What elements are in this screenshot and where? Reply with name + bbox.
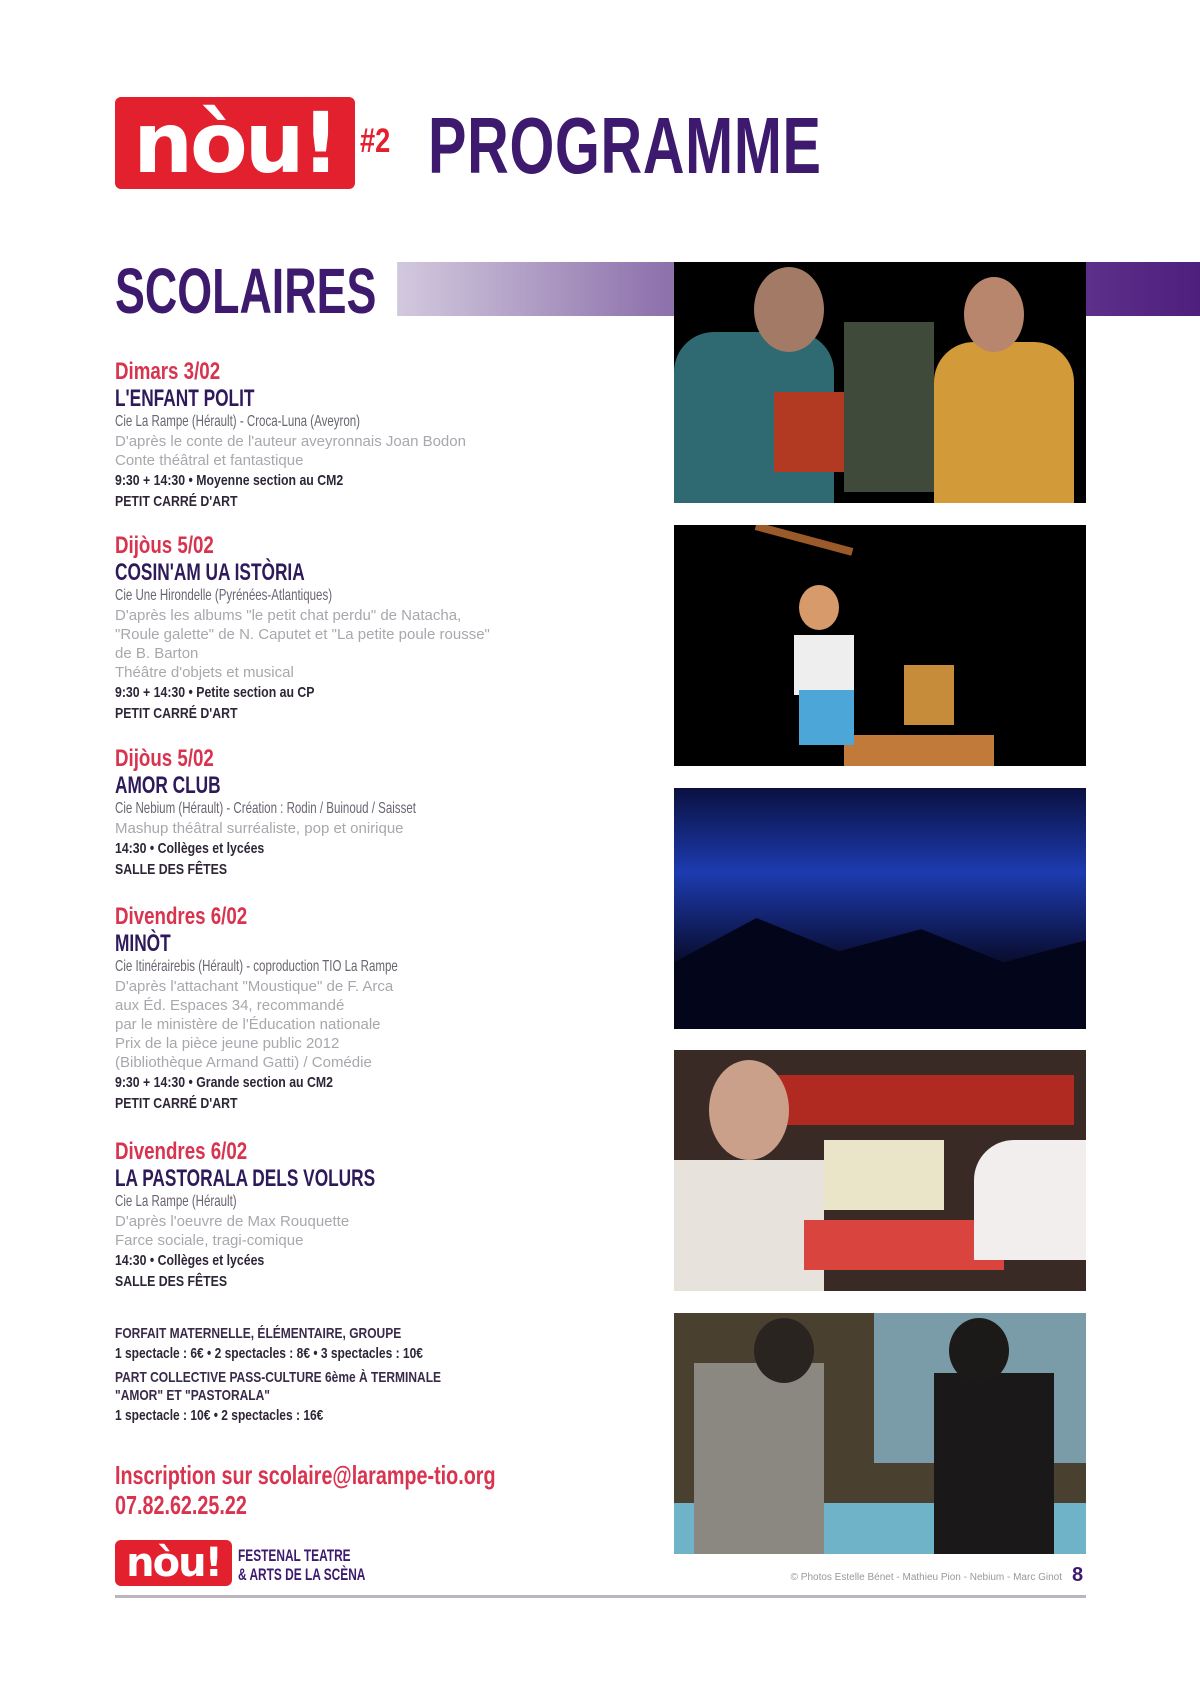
festival-line: & ARTS DE LA SCÈNA [238,1565,366,1584]
photo-minot [674,1050,1086,1291]
event-venue: PETIT CARRÉ D'ART [115,705,238,722]
event-description: Conte théâtral et fantastique [115,452,304,469]
footer-logo [115,1540,232,1586]
pricing-line: 1 spectacle : 10€ • 2 spectacles : 16€ [115,1407,324,1424]
logo-text: nòu! [133,94,337,192]
festival-name [238,1546,365,1584]
event [115,358,655,512]
photo-amor-club [674,788,1086,1029]
event-time: 14:30 • Collèges et lycées [115,1252,265,1269]
page-title: PROGRAMME [428,101,822,190]
event-description: Mashup théâtral surréaliste, pop et onirique [115,820,404,837]
event-title: AMOR CLUB [115,772,221,799]
pricing-heading: FORFAIT MATERNELLE, ÉLÉMENTAIRE, GROUPE [115,1325,402,1342]
pricing-heading: PART COLLECTIVE PASS-CULTURE 6ème À TERMINALE [115,1369,442,1386]
event-description: D'après le conte de l'auteur aveyronnais Joan Bodon [115,433,466,450]
footer-rule [115,1595,1086,1598]
event-title: L'ENFANT POLIT [115,385,255,412]
event-date: Dijòus 5/02 [115,532,214,559]
nou-logo [115,94,355,192]
event [115,532,655,724]
event [115,1138,655,1292]
contact [115,1460,496,1520]
event-company: Cie La Rampe (Hérault) [115,1193,237,1210]
event [115,903,655,1114]
event-company: Cie La Rampe (Hérault) - Croca-Luna (Aveyron) [115,413,361,430]
event-company: Cie Une Hirondelle (Pyrénées-Atlantiques) [115,587,333,604]
photo-pastorala [674,1313,1086,1554]
event-title: MINÒT [115,930,171,957]
event-date: Divendres 6/02 [115,903,248,930]
logo-text: nòu! [126,1540,221,1586]
event-description: par le ministère de l'Éducation nationale [115,1016,381,1033]
event-description: Farce sociale, tragi-comique [115,1232,304,1249]
issue-number: #2 [360,122,391,160]
event-description: Prix de la pièce jeune public 2012 [115,1035,340,1052]
event-description: (Bibliothèque Armand Gatti) / Comédie [115,1054,372,1071]
event-description: de B. Barton [115,645,199,662]
event-time: 9:30 + 14:30 • Moyenne section au CM2 [115,472,344,489]
pricing-line: 1 spectacle : 6€ • 2 spectacles : 8€ • 3 spectacles : 10€ [115,1345,423,1362]
event-description: D'après l'oeuvre de Max Rouquette [115,1213,350,1230]
photo-credits: © Photos Estelle Bénet - Mathieu Pion - Nebium - Marc Ginot [790,1572,1062,1583]
event-venue: PETIT CARRÉ D'ART [115,493,238,510]
event [115,745,655,880]
festival-line: FESTENAL TEATRE [238,1546,351,1565]
event-description: D'après les albums "le petit chat perdu" de Natacha, [115,607,462,624]
inscription-email[interactable]: Inscription sur scolaire@larampe-tio.org [115,1460,496,1490]
event-description: aux Éd. Espaces 34, recommandé [115,997,345,1014]
event-time: 9:30 + 14:30 • Grande section au CM2 [115,1074,333,1091]
photo-enfant-polit [674,262,1086,503]
event-description: Théâtre d'objets et musical [115,664,294,681]
section-title: SCOLAIRES [115,254,397,328]
page-number: 8 [1072,1564,1084,1586]
photo-cosin-am [674,525,1086,766]
event-venue: SALLE DES FÊTES [115,1273,228,1290]
event-description: "Roule galette" de N. Caputet et "La petite poule rousse" [115,626,490,643]
event-venue: SALLE DES FÊTES [115,861,228,878]
event-date: Dijòus 5/02 [115,745,214,772]
event-company: Cie Itinérairebis (Hérault) - coproduction TIO La Rampe [115,958,398,975]
event-description: D'après l'attachant "Moustique" de F. Arca [115,978,394,995]
event-venue: PETIT CARRÉ D'ART [115,1095,238,1112]
event-title: COSIN'AM UA ISTÒRIA [115,559,305,586]
phone-number[interactable]: 07.82.62.25.22 [115,1490,247,1520]
event-date: Dimars 3/02 [115,358,221,385]
event-date: Divendres 6/02 [115,1138,248,1165]
event-time: 14:30 • Collèges et lycées [115,840,265,857]
pricing-heading: "AMOR" ET "PASTORALA" [115,1387,270,1404]
event-time: 9:30 + 14:30 • Petite section au CP [115,684,315,701]
event-company: Cie Nebium (Hérault) - Création : Rodin / Buinoud / Saisset [115,800,416,817]
pricing [115,1325,523,1431]
event-title: LA PASTORALA DELS VOLURS [115,1165,376,1192]
